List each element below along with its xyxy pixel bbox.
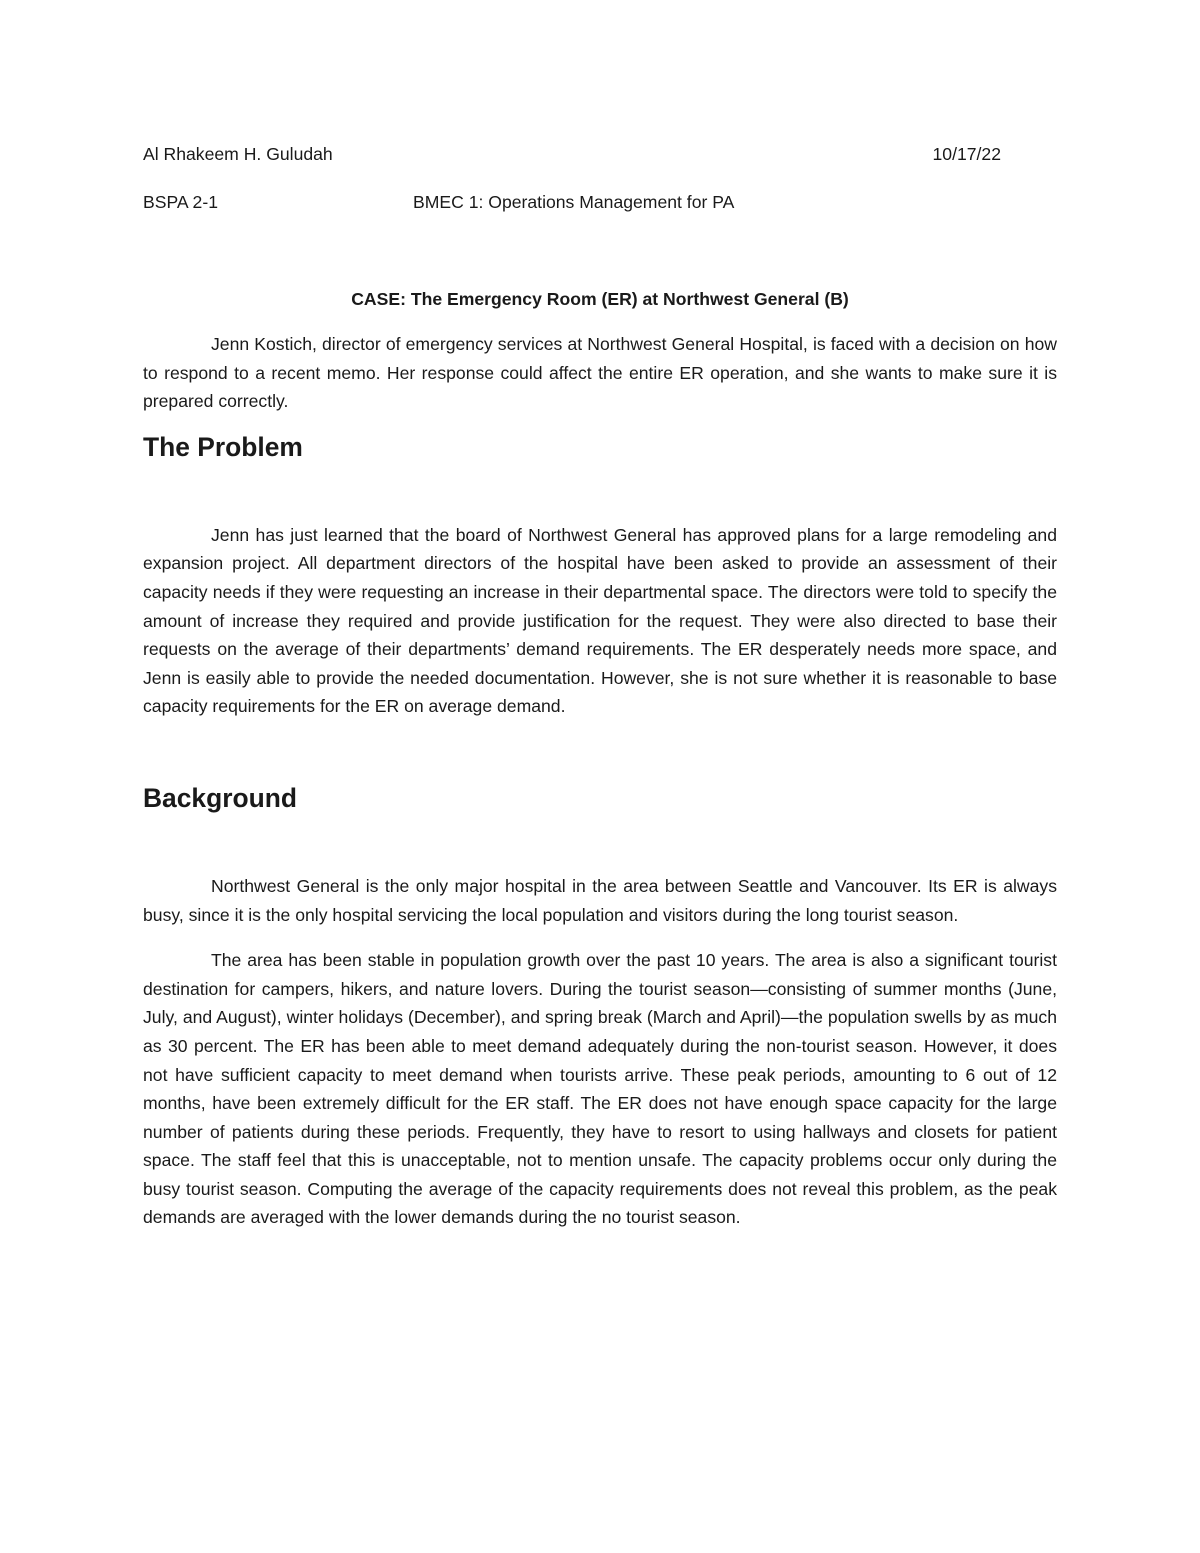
author-name: Al Rhakeem H. Guludah: [143, 144, 333, 164]
background-heading: Background: [143, 782, 297, 813]
background-paragraph-1: Northwest General is the only major hospital in the area between Seattle and Vancouver. Its ER is always busy, since it is the only hospital servicing the local population and visitors during the long tourist season.: [143, 875, 1057, 925]
intro-paragraph: Jenn Kostich, director of emergency services at Northwest General Hospital, is faced with a decision on how to respond to a recent memo. Her response could affect the entire ER operation, and she wants to make sure it is prepared correctly.: [143, 334, 1057, 412]
document-body: [143, 140, 1057, 1232]
case-title: CASE: The Emergency Room (ER) at Northwest General (B): [351, 289, 849, 309]
section-label: BSPA 2-1: [143, 192, 218, 212]
problem-paragraph: Jenn has just learned that the board of Northwest General has approved plans for a large remodeling and expansion project. All department directors of the hospital have been asked to provide an assessment of their capacity needs if they were requesting an increase in their departmental space. The directors were told to specify the amount of increase they required and provide justification for the request. They were also directed to base their requests on the average of their departments’ demand requirements. The ER desperately needs more space, and Jenn is easily able to provide the needed documentation. However, she is not sure whether it is reasonable to base capacity requirements for the ER on average demand.: [143, 524, 1057, 717]
header-row-author-date: [143, 140, 1057, 168]
document-date: 10/17/22: [932, 144, 1001, 164]
background-paragraph-2: The area has been stable in population growth over the past 10 years. The area is also a significant tourist destination for campers, hikers, and nature lovers. During the tourist season—consisting of summer months (June, July, and August), winter holidays (December), and spring break (March and April)—the population swells by as much as 30 percent. The ER has been able to meet demand adequately during the non-tourist season. However, it does not have sufficient capacity to meet demand when tourists arrive. These peak periods, amounting to 6 out of 12 months, have been extremely difficult for the ER staff. The ER does not have enough space capacity for the large number of patients during these periods. Frequently, they have to resort to using hallways and closets for patient space. The staff feel that this is unacceptable, not to mention unsafe. The capacity problems occur only during the busy tourist season. Computing the average of the capacity requirements does not reveal this problem, as the peak demands are averaged with the lower demands during the no tourist season.: [143, 950, 1057, 1228]
course-title: BMEC 1: Operations Management for PA: [413, 192, 735, 212]
problem-heading: The Problem: [143, 431, 303, 462]
header-row-section-course: [143, 188, 1057, 216]
